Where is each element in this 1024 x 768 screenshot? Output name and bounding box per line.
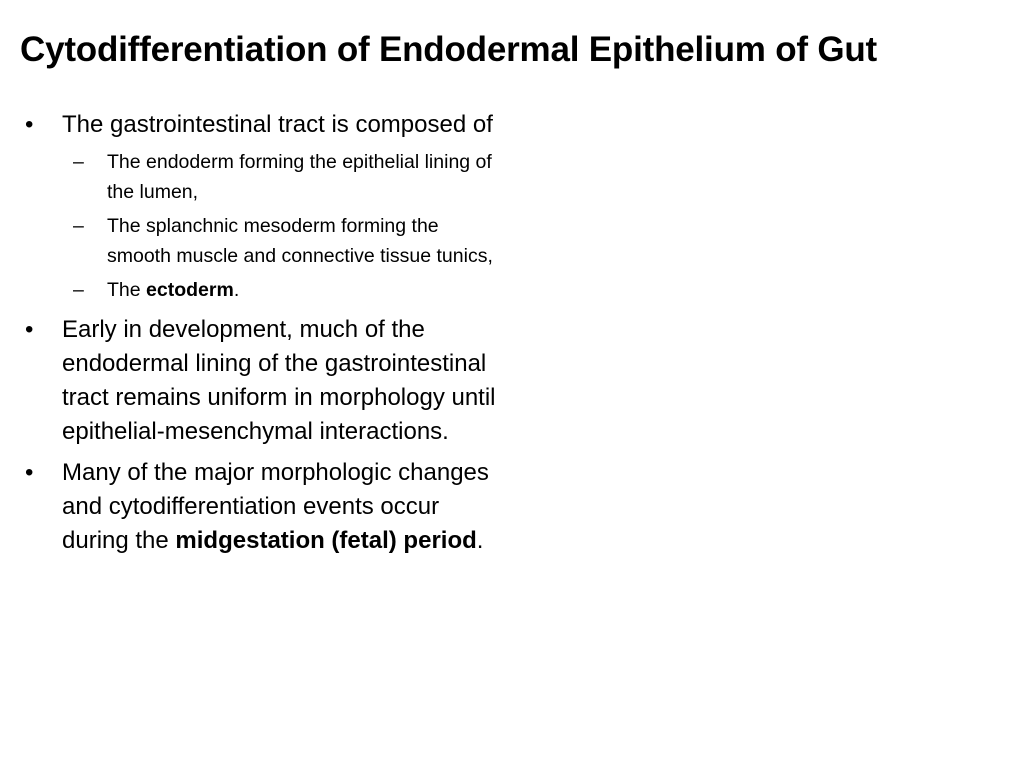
slide-body	[25, 108, 500, 565]
bullet-item	[25, 456, 500, 558]
bullet-text-bold: midgestation (fetal) period	[175, 526, 477, 554]
bullet-item	[25, 108, 500, 306]
bullet-marker: •	[25, 458, 34, 486]
dash-marker: –	[73, 215, 84, 237]
bullet-marker: •	[25, 111, 34, 138]
bullet-text-prefix: Many of the major morphologic changes and cytodifferentiation events occur during the	[62, 458, 489, 554]
sub-item	[62, 148, 500, 207]
bullet-item	[25, 313, 500, 449]
bullet-text: Early in development, much of the endodermal lining of the gastrointestinal tract remains uniform in morphology until epithelial-mesenchymal interactions.	[62, 315, 496, 445]
sub-item	[62, 212, 500, 271]
bullet-text: The gastrointestinal tract is composed of	[62, 111, 493, 138]
sub-item	[62, 276, 500, 306]
bullet-text-suffix: .	[476, 526, 484, 554]
slide-title: Cytodifferentiation of Endodermal Epithelium of Gut	[20, 30, 878, 69]
dash-marker: –	[73, 151, 84, 173]
bullet-marker: •	[25, 315, 34, 343]
dash-marker: –	[73, 279, 84, 301]
sub-text-bold: ectoderm	[146, 279, 234, 301]
sub-text-prefix: The	[107, 279, 147, 301]
sub-text: The endoderm forming the epithelial lining of the lumen,	[107, 151, 492, 203]
sub-text-suffix: .	[233, 279, 240, 301]
sub-list	[62, 148, 500, 306]
sub-text: The splanchnic mesoderm forming the smooth muscle and connective tissue tunics,	[107, 215, 493, 267]
